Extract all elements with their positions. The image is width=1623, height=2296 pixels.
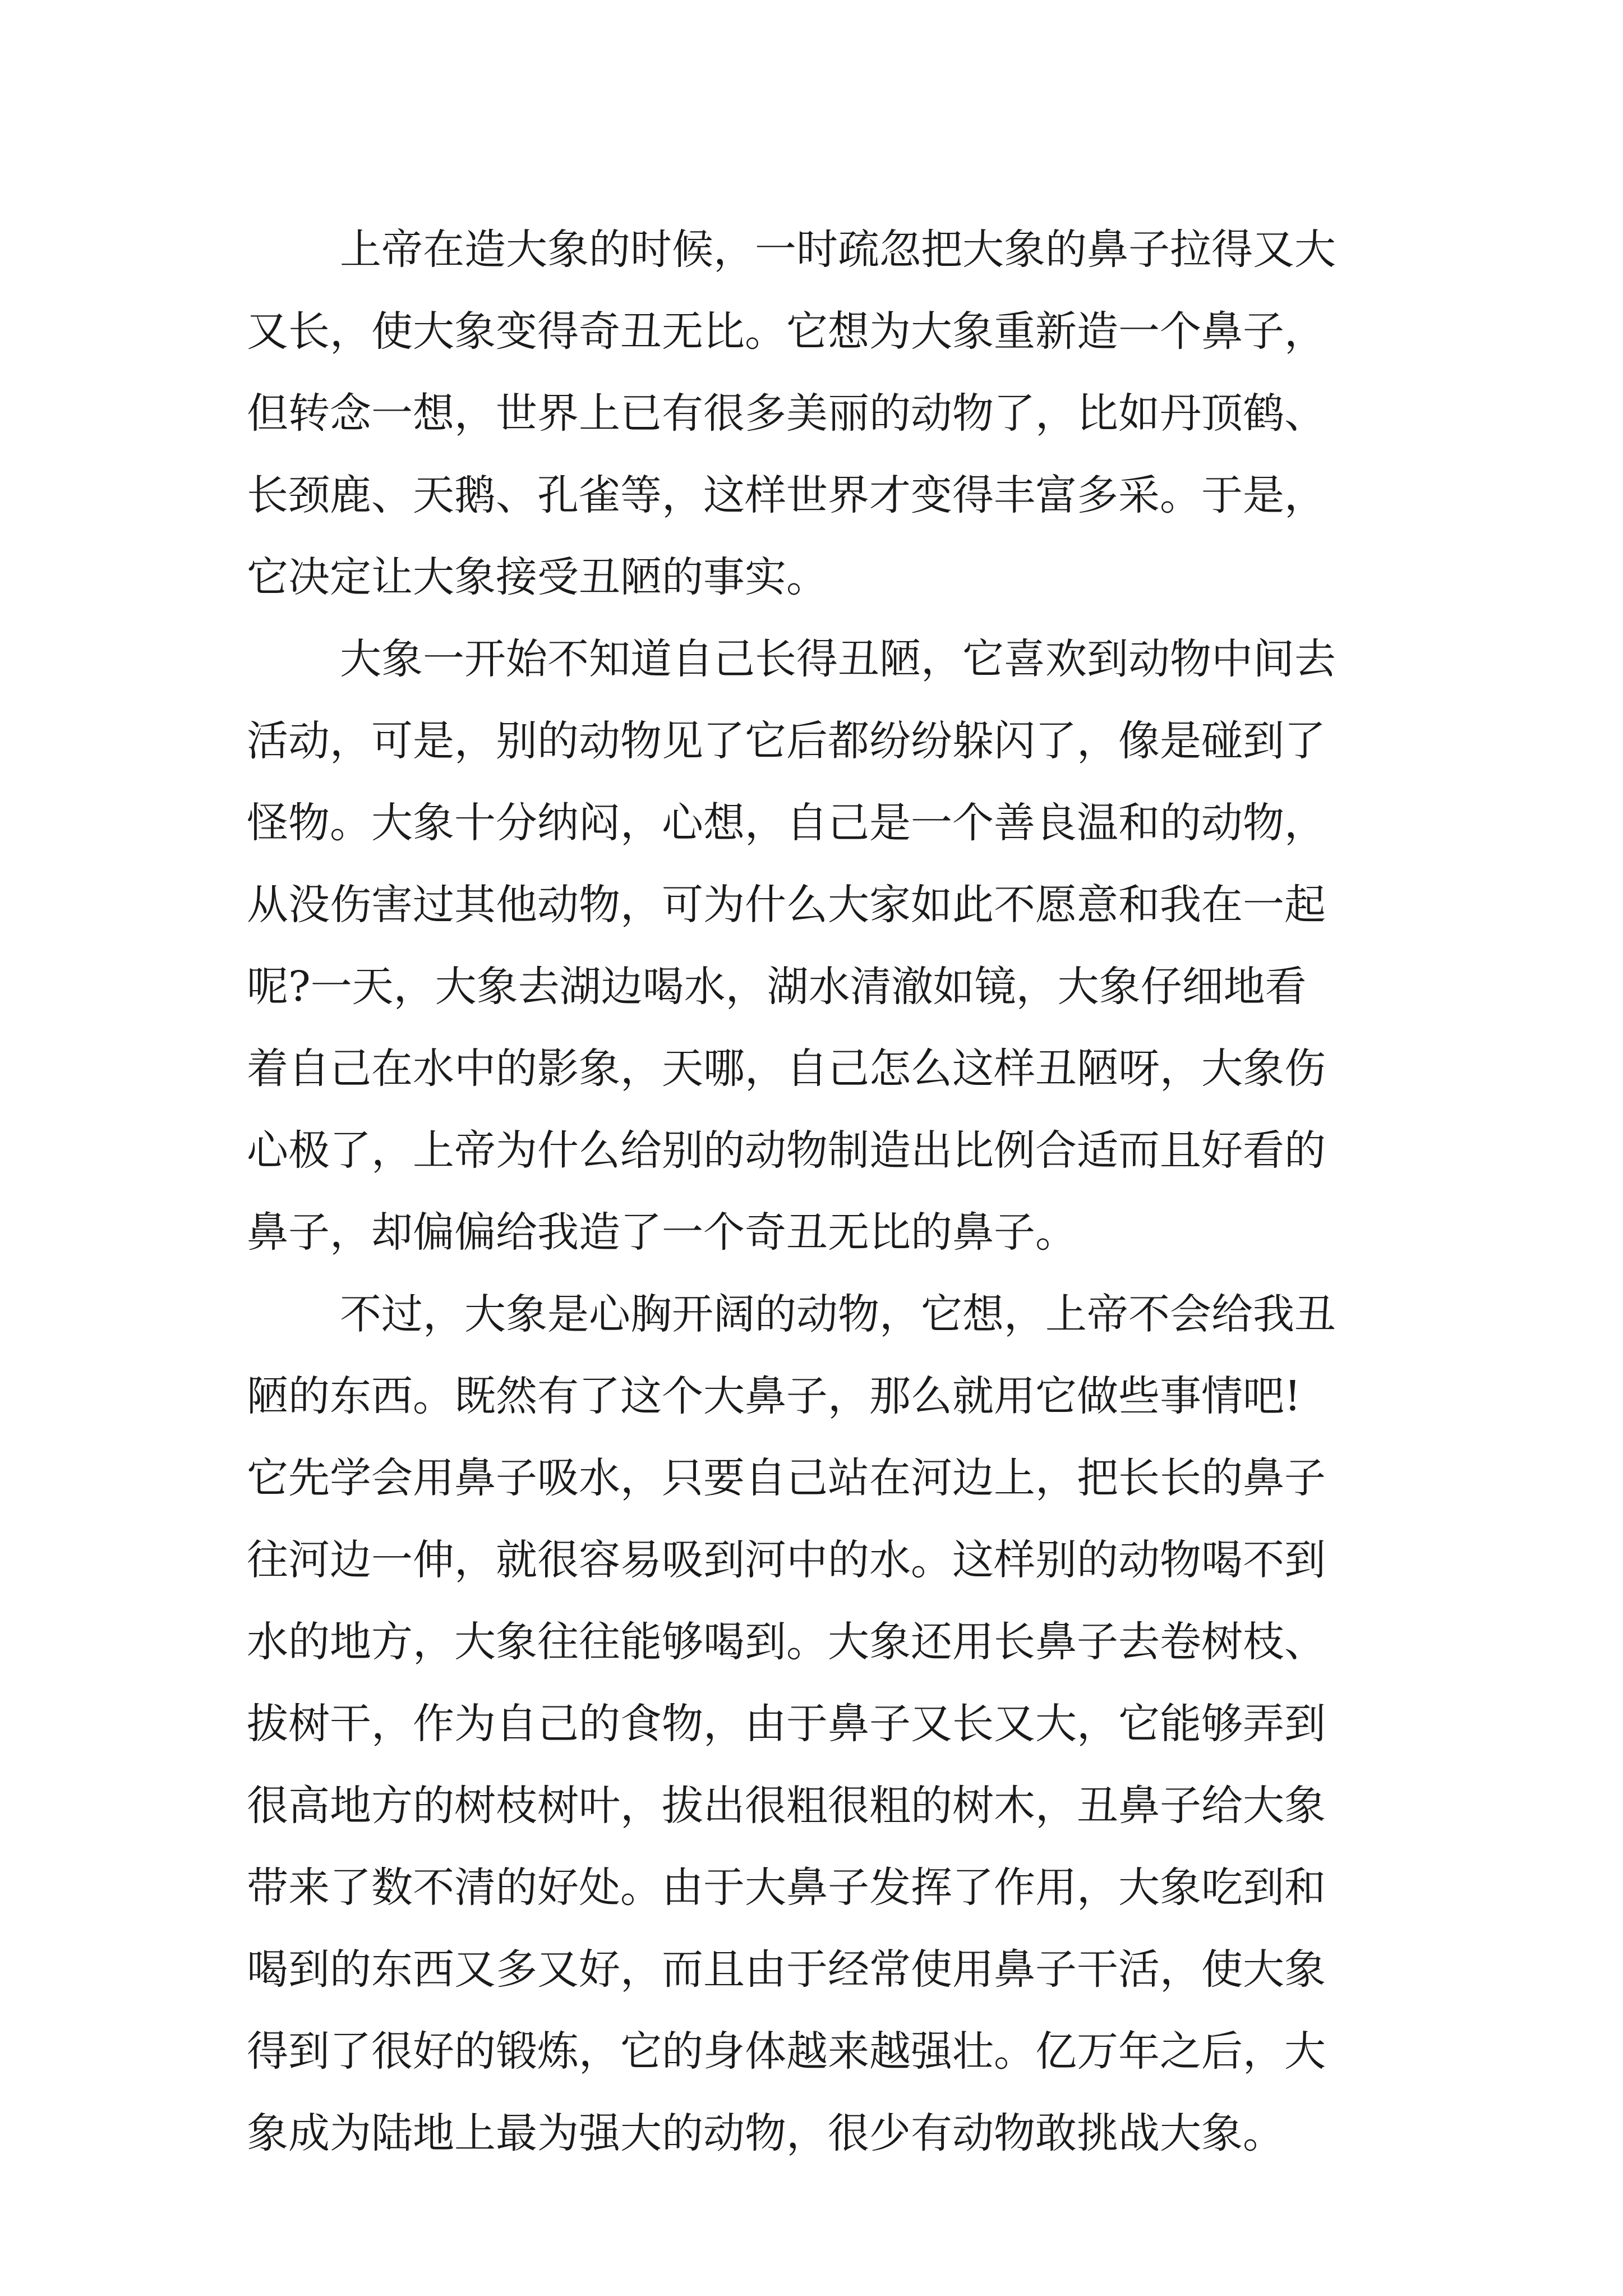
text-line: 又长，使大象变得奇丑无比。它想为大象重新造一个鼻子，	[247, 307, 1326, 356]
text-line: 往河边一伸，就很容易吸到河中的水。这样别的动物喝不到	[247, 1536, 1326, 1584]
text-line: 长颈鹿、天鹅、孔雀等，这样世界才变得丰富多采。于是，	[247, 471, 1326, 519]
text-line: 怪物。大象十分纳闷，心想，自己是一个善良温和的动物，	[247, 799, 1326, 847]
text-line: 它先学会用鼻子吸水，只要自己站在河边上，把长长的鼻子	[247, 1454, 1326, 1502]
text-line: 不过，大象是心胸开阔的动物，它想，上帝不会给我丑	[340, 1290, 1336, 1338]
text-line: 但转念一想，世界上已有很多美丽的动物了，比如丹顶鹤、	[247, 389, 1326, 438]
text-line: 陋的东西。既然有了这个大鼻子，那么就用它做些事情吧!	[247, 1372, 1301, 1420]
document-body	[247, 209, 1391, 2174]
text-line: 上帝在造大象的时候，一时疏忽把大象的鼻子拉得又大	[340, 226, 1336, 274]
text-line: 得到了很好的锻炼，它的身体越来越强壮。亿万年之后，大	[247, 2027, 1326, 2076]
text-line: 它决定让大象接受丑陋的事实。	[247, 553, 828, 601]
text-line: 带来了数不清的好处。由于大鼻子发挥了作用，大象吃到和	[247, 1864, 1326, 1912]
text-line: 从没伤害过其他动物，可为什么大家如此不愿意和我在一起	[247, 881, 1326, 929]
text-line: 活动，可是，别的动物见了它后都纷纷躲闪了，像是碰到了	[247, 717, 1326, 765]
paragraph-2	[247, 618, 1391, 1273]
text-line: 大象一开始不知道自己长得丑陋，它喜欢到动物中间去	[340, 635, 1336, 683]
text-line: 很高地方的树枝树叶，拔出很粗很粗的树木，丑鼻子给大象	[247, 1782, 1326, 1830]
text-line: 着自己在水中的影象，天哪，自己怎么这样丑陋呀，大象伤	[247, 1045, 1326, 1093]
text-line: 心极了，上帝为什么给别的动物制造出比例合适而且好看的	[247, 1126, 1326, 1175]
paragraph-3	[247, 1273, 1391, 2174]
text-line: 水的地方，大象往往能够喝到。大象还用长鼻子去卷树枝、	[247, 1618, 1326, 1666]
text-line: 拔树干，作为自己的食物，由于鼻子又长又大，它能够弄到	[247, 1700, 1326, 1748]
text-line: 呢?一天，大象去湖边喝水，湖水清澈如镜，大象仔细地看	[247, 963, 1307, 1011]
paragraph-1	[247, 209, 1391, 618]
text-line: 喝到的东西又多又好，而且由于经常使用鼻子干活，使大象	[247, 1945, 1326, 1994]
text-line: 象成为陆地上最为强大的动物，很少有动物敢挑战大象。	[247, 2109, 1284, 2157]
text-line: 鼻子，却偏偏给我造了一个奇丑无比的鼻子。	[247, 1208, 1077, 1257]
